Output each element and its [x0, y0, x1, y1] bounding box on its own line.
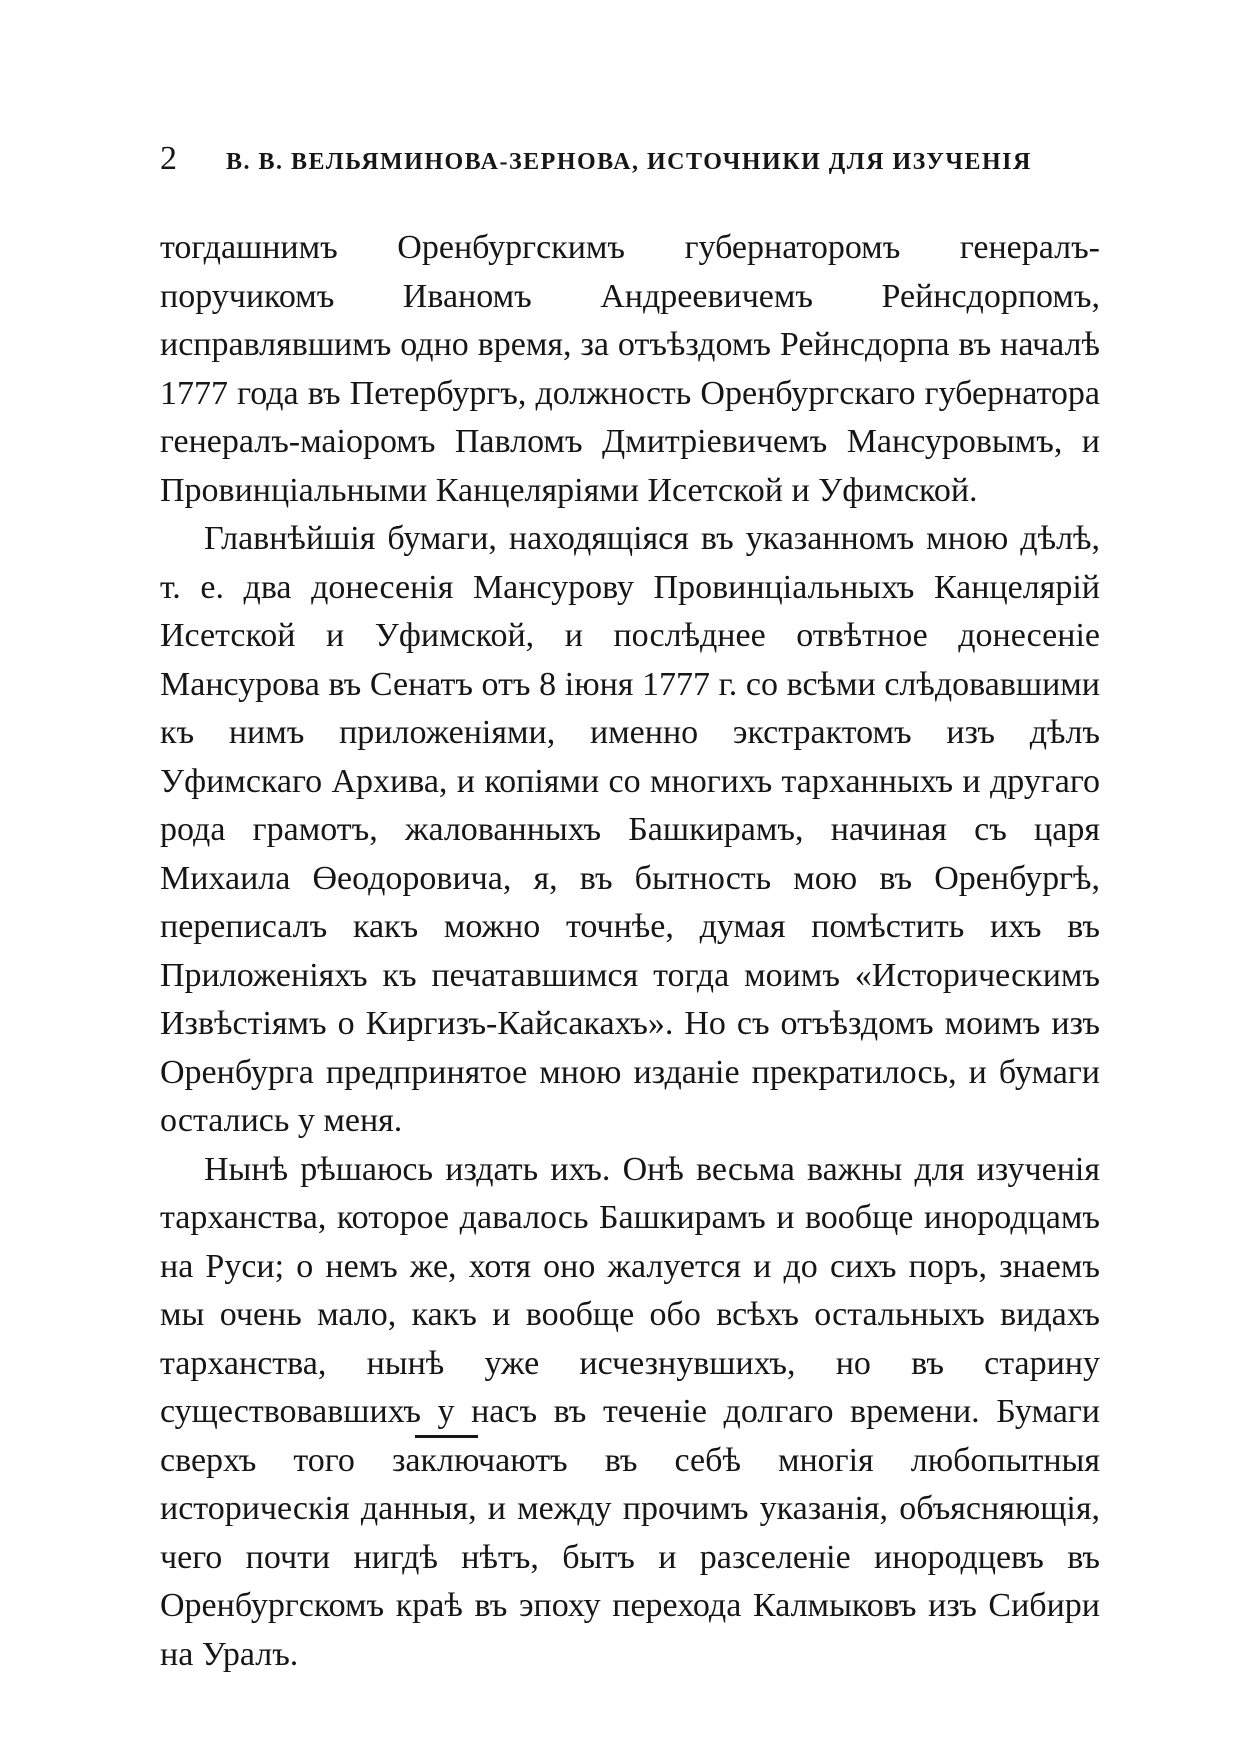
running-title: В. В. ВЕЛЬЯМИНОВА-ЗЕРНОВА, ИСТОЧНИКИ ДЛЯ ИЗУЧЕНІЯ	[226, 149, 1032, 175]
paragraph-continued: тогдашнимъ Оренбургскимъ губернаторомъ генералъ-поручикомъ Иваномъ Андреевичемъ Рейнсдорпомъ, исправлявшимъ одно время, за отъѣздомъ Рейнсдорпа въ началѣ 1777 года въ Петербургъ, должность Оренбургскаго губернатора генералъ-маіоромъ Павломъ Дмитріевичемъ Мансуровымъ, и Провинціальными Канцеляріями Исетской и Уфимской.	[160, 229, 1100, 509]
body-text	[160, 224, 1100, 1679]
paragraph: Главнѣйшія бумаги, находящіяся въ указанномъ мною дѣлѣ, т. е. два донесенія Мансурову Провинціальныхъ Канцелярій Исетской и Уфимской, и послѣднее отвѣтное донесеніе Мансурова въ Сенатъ отъ 8 іюня 1777 г. со всѣми слѣдовавшими къ нимъ приложеніями, именно экстрактомъ изъ дѣлъ Уфимскаго Архива, и копіями со многихъ тарханныхъ и другаго рода грамотъ, жалованныхъ Башкирамъ, начиная съ царя Михаила Өеодоровича, я, въ бытность мою въ Оренбургѣ, переписалъ какъ можно точнѣе, думая помѣстить ихъ въ Приложеніяхъ къ печатавшимся тогда моимъ «Историческимъ Извѣстіямъ о Киргизъ-Кайсакахъ». Но съ отъѣздомъ моимъ изъ Оренбурга предпринятое мною изданіе прекратилось, и бумаги остались у меня.	[160, 520, 1100, 1139]
end-rule	[415, 1435, 478, 1438]
running-header	[160, 140, 1100, 200]
paragraph: Нынѣ рѣшаюсь издать ихъ. Онѣ весьма важны для изученія тарханства, которое давалось Башкирамъ и вообще инородцамъ на Руси; о немъ же, хотя оно жалуется и до сихъ поръ, знаемъ мы очень мало, какъ и вообще обо всѣхъ остальныхъ видахъ тарханства, нынѣ уже исчезнувшихъ, но въ старину существовавшихъ у насъ въ теченіе долгаго времени. Бумаги сверхъ того заключаютъ въ себѣ многія любопытныя историческія данныя, и между прочимъ указанія, объясняющія, чего почти нигдѣ нѣтъ, бытъ и разселеніе инородцевъ въ Оренбургскомъ краѣ въ эпоху перехода Калмыковъ изъ Сибири на Уралъ.	[160, 1150, 1100, 1673]
page-number: 2	[160, 140, 177, 177]
book-page	[160, 140, 1100, 1679]
